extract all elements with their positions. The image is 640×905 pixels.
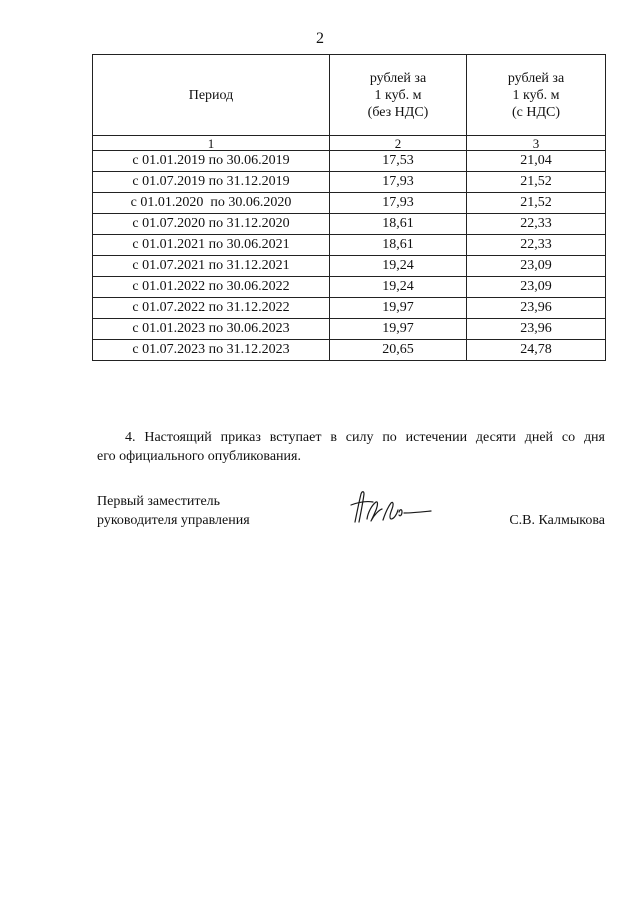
period-cell: с 01.01.2022 по 30.06.2022 bbox=[93, 277, 330, 298]
header-with-vat-line1: рублей за bbox=[507, 70, 565, 86]
header-with-vat bbox=[467, 55, 606, 136]
table-row bbox=[93, 235, 606, 256]
period-cell: с 01.07.2021 по 31.12.2021 bbox=[93, 256, 330, 277]
price-with-vat-cell: 24,78 bbox=[467, 340, 606, 361]
price-without-vat-cell: 19,24 bbox=[330, 256, 467, 277]
header-without-vat-line3: (без НДС) bbox=[367, 104, 429, 120]
price-with-vat-cell: 23,96 bbox=[467, 319, 606, 340]
period-cell: с 01.01.2023 по 30.06.2023 bbox=[93, 319, 330, 340]
header-without-vat bbox=[330, 55, 467, 136]
table-row bbox=[93, 151, 606, 172]
header-without-vat-line2: 1 куб. м bbox=[374, 87, 422, 103]
table-row bbox=[93, 298, 606, 319]
page-number: 2 bbox=[316, 30, 324, 47]
price-without-vat-cell: 18,61 bbox=[330, 214, 467, 235]
tariff-table bbox=[92, 54, 606, 361]
table-row bbox=[93, 319, 606, 340]
header-without-vat-line1: рублей за bbox=[369, 70, 427, 86]
price-without-vat-cell: 20,65 bbox=[330, 340, 467, 361]
header-with-vat-line3: (с НДС) bbox=[511, 104, 561, 120]
table-row bbox=[93, 214, 606, 235]
clause-line-1: 4. Настоящий приказ вступает в силу по истечении десяти дней со дня bbox=[125, 430, 605, 445]
clause-paragraph bbox=[97, 428, 605, 466]
price-with-vat-cell: 23,96 bbox=[467, 298, 606, 319]
table-row bbox=[93, 340, 606, 361]
price-without-vat-cell: 19,24 bbox=[330, 277, 467, 298]
table-header-row bbox=[93, 55, 606, 136]
price-with-vat-cell: 21,52 bbox=[467, 172, 606, 193]
header-with-vat-line2: 1 куб. м bbox=[512, 87, 560, 103]
price-with-vat-cell: 23,09 bbox=[467, 256, 606, 277]
header-period: Период bbox=[93, 55, 330, 136]
table-row bbox=[93, 277, 606, 298]
price-without-vat-cell: 19,97 bbox=[330, 298, 467, 319]
price-without-vat-cell: 19,97 bbox=[330, 319, 467, 340]
price-without-vat-cell: 17,53 bbox=[330, 151, 467, 172]
period-cell: с 01.07.2020 по 31.12.2020 bbox=[93, 214, 330, 235]
column-number: 2 bbox=[330, 136, 467, 151]
signatory-position bbox=[97, 492, 250, 530]
price-with-vat-cell: 22,33 bbox=[467, 235, 606, 256]
table-row bbox=[93, 256, 606, 277]
period-cell: с 01.01.2020 по 30.06.2020 bbox=[93, 193, 330, 214]
period-cell: с 01.07.2023 по 31.12.2023 bbox=[93, 340, 330, 361]
period-cell: с 01.01.2019 по 30.06.2019 bbox=[93, 151, 330, 172]
table-row bbox=[93, 193, 606, 214]
period-cell: с 01.01.2021 по 30.06.2021 bbox=[93, 235, 330, 256]
column-number: 3 bbox=[467, 136, 606, 151]
clause-line-2: его официального опубликования. bbox=[97, 449, 301, 464]
price-without-vat-cell: 17,93 bbox=[330, 172, 467, 193]
price-with-vat-cell: 21,52 bbox=[467, 193, 606, 214]
signatory-name: С.В. Калмыкова bbox=[509, 513, 605, 528]
price-with-vat-cell: 22,33 bbox=[467, 214, 606, 235]
price-with-vat-cell: 21,04 bbox=[467, 151, 606, 172]
period-cell: с 01.07.2019 по 31.12.2019 bbox=[93, 172, 330, 193]
column-number: 1 bbox=[93, 136, 330, 151]
period-cell: с 01.07.2022 по 31.12.2022 bbox=[93, 298, 330, 319]
table-row bbox=[93, 172, 606, 193]
column-number-row bbox=[93, 136, 606, 151]
price-with-vat-cell: 23,09 bbox=[467, 277, 606, 298]
price-without-vat-cell: 17,93 bbox=[330, 193, 467, 214]
handwritten-signature bbox=[345, 488, 435, 530]
signatory-position-line-1: Первый заместитель bbox=[97, 494, 221, 509]
price-without-vat-cell: 18,61 bbox=[330, 235, 467, 256]
signatory-position-line-2: руководителя управления bbox=[97, 513, 250, 528]
